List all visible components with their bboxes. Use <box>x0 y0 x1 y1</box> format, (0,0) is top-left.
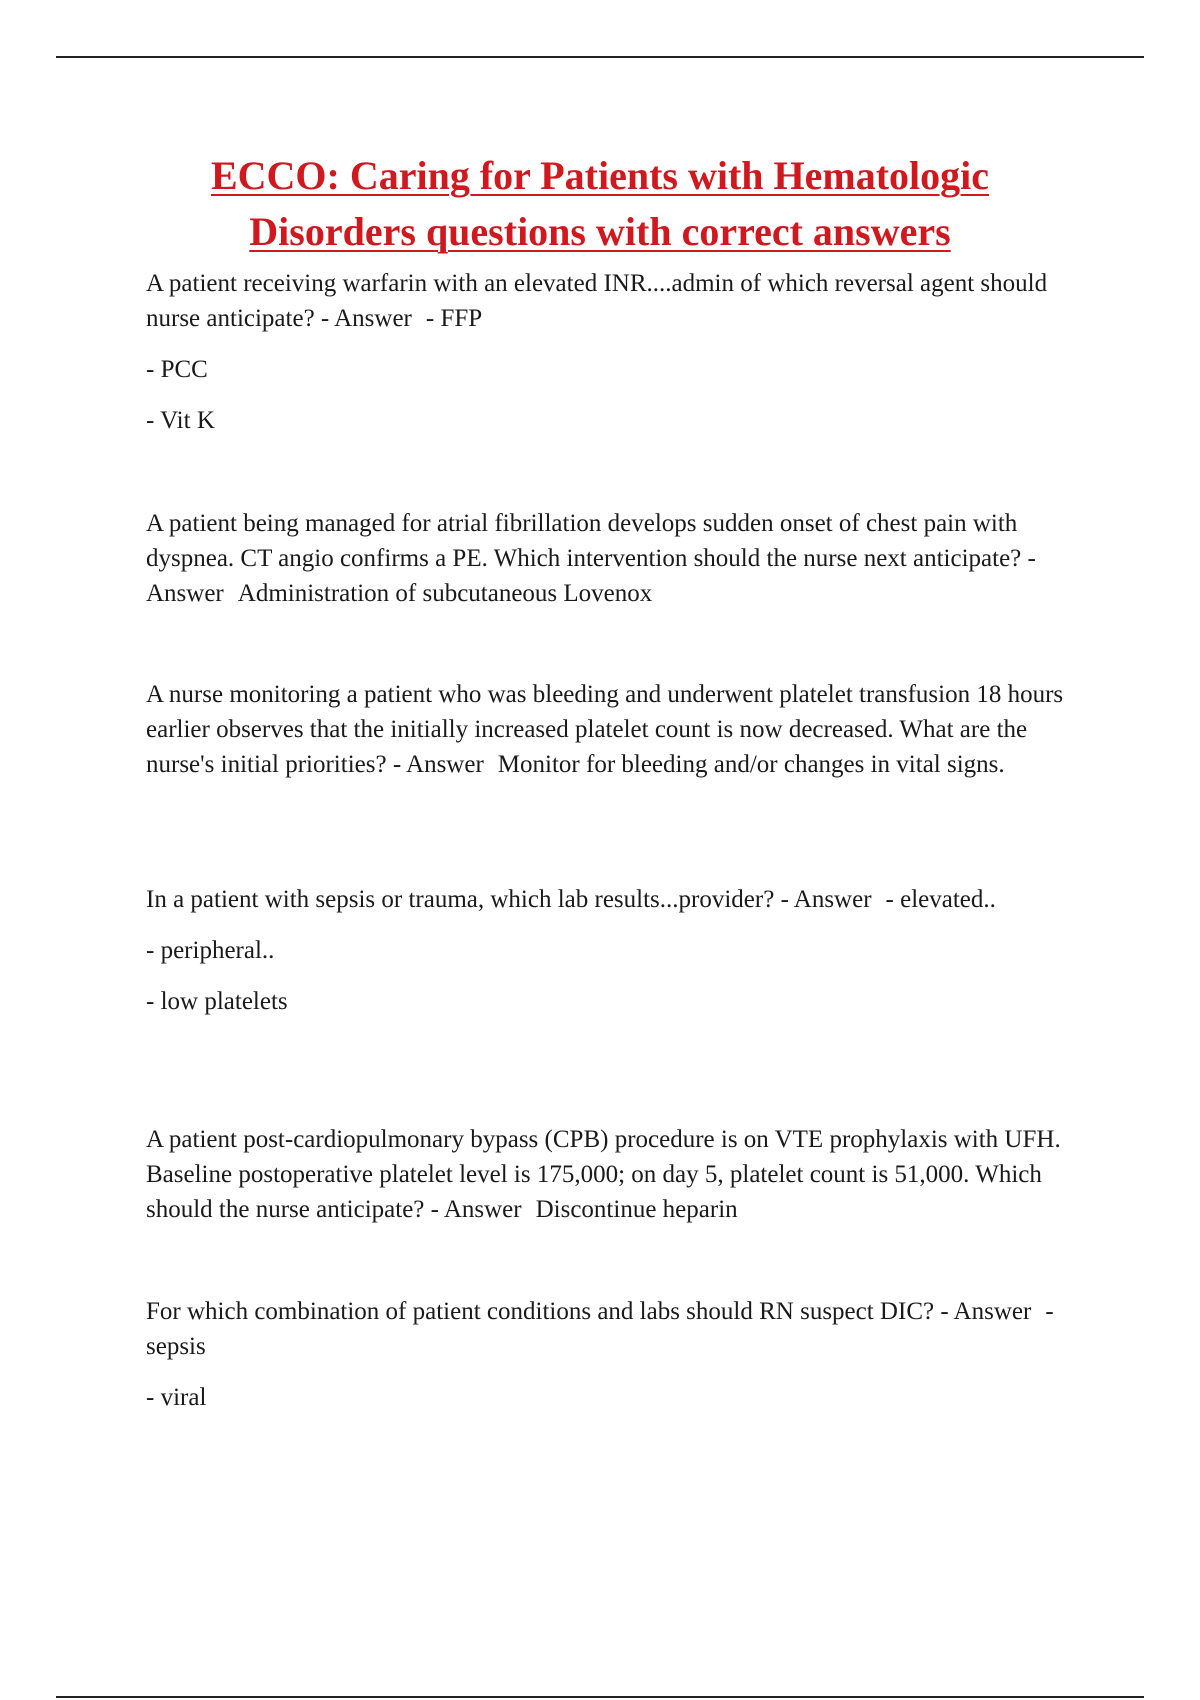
answer-option: - peripheral.. <box>146 937 275 964</box>
answer-option: - low platelets <box>146 988 288 1015</box>
answer-marker: - Answer <box>146 545 1036 607</box>
answer: - FFP <box>425 305 483 332</box>
question-text <box>146 882 1096 917</box>
answer-option: - PCC <box>146 356 208 383</box>
answer: - elevated.. <box>885 886 996 913</box>
qa-item <box>146 266 1096 506</box>
answer: Discontinue heparin <box>535 1196 738 1223</box>
question-text <box>146 266 1096 336</box>
question-text <box>146 506 1096 611</box>
question: For which combination of patient conditions and labs should RN suspect DIC? <box>146 1298 935 1325</box>
question: A patient being managed for atrial fibrillation develops sudden onset of chest pain with dyspnea. CT angio confirms a PE. Which intervention should the nurse next anticipate? <box>146 510 1022 572</box>
qa-list <box>146 266 1096 1415</box>
question-text <box>146 677 1096 782</box>
qa-item <box>146 677 1096 882</box>
title-line-2: Disorders questions with correct answers <box>249 209 951 254</box>
qa-item <box>146 882 1096 1122</box>
question: A patient receiving warfarin with an elevated INR....admin of which reversal agent should nurse anticipate? <box>146 270 1048 332</box>
qa-item <box>146 1294 1096 1415</box>
answer: - sepsis <box>146 1298 1054 1360</box>
qa-item <box>146 506 1096 677</box>
answer-option: - Vit K <box>146 407 215 434</box>
question-text <box>146 1122 1096 1227</box>
answer-option: - viral <box>146 1384 207 1411</box>
question: In a patient with sepsis or trauma, which lab results...provider? <box>146 886 775 913</box>
question-text <box>146 1294 1096 1364</box>
answer-marker: - Answer <box>320 305 412 332</box>
answer-marker: - Answer <box>392 751 484 778</box>
answer-marker: - Answer <box>430 1196 522 1223</box>
top-rule <box>56 56 1144 58</box>
question: A patient post-cardiopulmonary bypass (CPB) procedure is on VTE prophylaxis with UFH. Baseline postoperative platelet level is 175,000; on day 5, platelet count is 51,000. Which should the nurse anticipate? <box>146 1126 1061 1223</box>
question: A nurse monitoring a patient who was bleeding and underwent platelet transfusion 18 hours earlier observes that the initially increased platelet count is now decreased. What are the nurse's initial priorities? <box>146 681 1064 778</box>
qa-item <box>146 1122 1096 1294</box>
answer-marker: - Answer <box>940 1298 1032 1325</box>
answer-marker: - Answer <box>780 886 872 913</box>
bottom-rule <box>56 1696 1144 1698</box>
answer: Administration of subcutaneous Lovenox <box>237 580 653 607</box>
document-title <box>100 148 1100 260</box>
answer: Monitor for bleeding and/or changes in vital signs. <box>497 751 1005 778</box>
title-line-1: ECCO: Caring for Patients with Hematologic <box>210 153 990 198</box>
